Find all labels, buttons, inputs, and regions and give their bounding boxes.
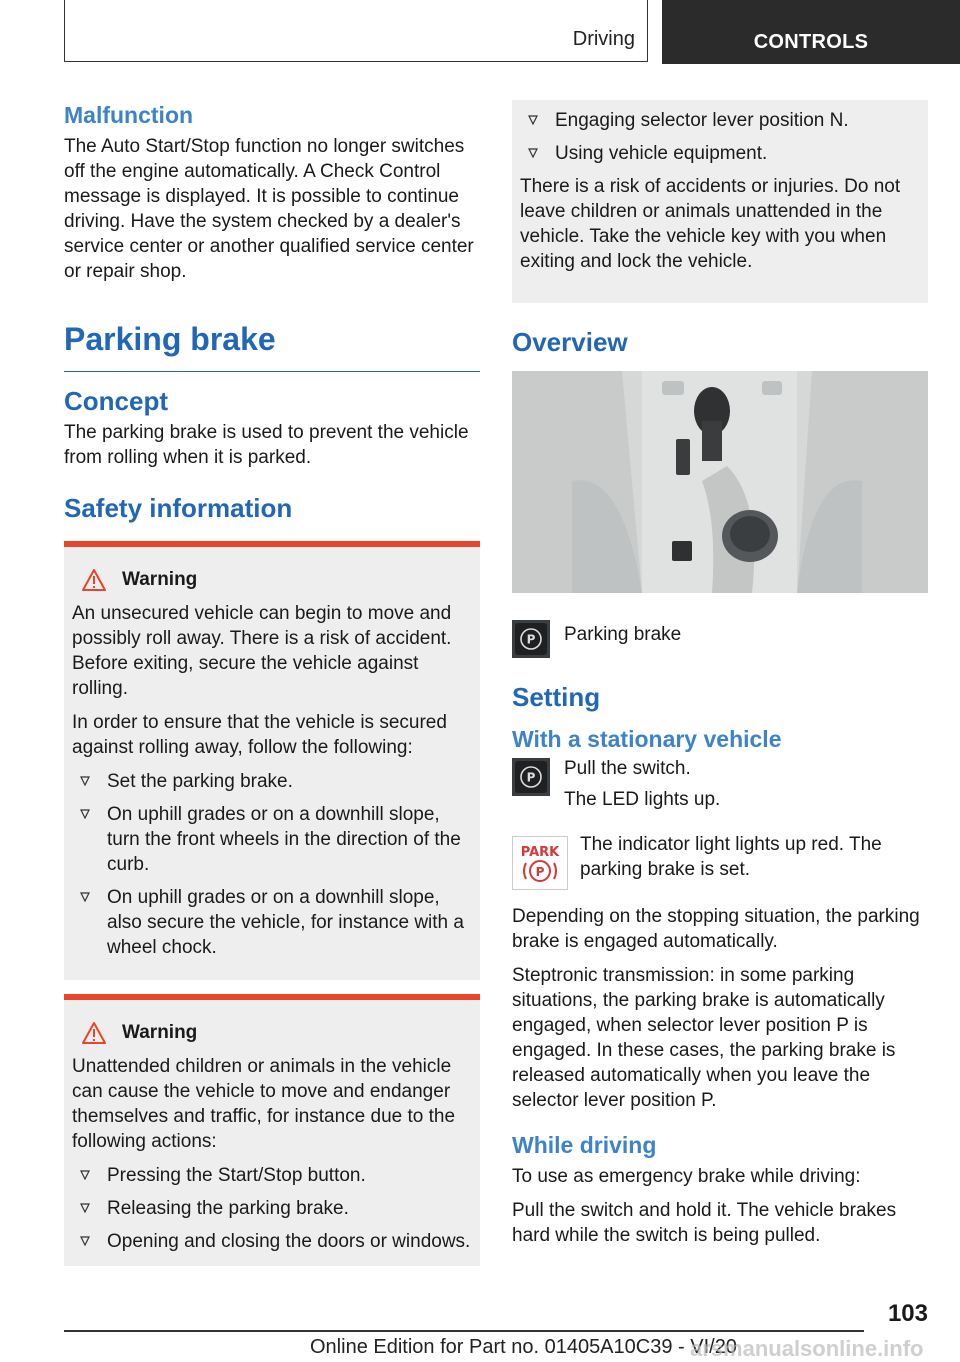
list-item: Using vehicle equipment. [520,141,920,166]
while-driving-heading: While driving [512,1132,657,1158]
driving-text: To use as emergency brake while driving: [512,1166,861,1187]
left-column [64,100,480,1266]
warning-text: An unsecured vehicle can begin to move and possibly roll away. There is a risk of accident. Before exiting, secure the vehicle against rolling. [72,603,452,699]
list-item: On uphill grades or on a downhill slope, turn the front wheels in the direction of the curb. [72,802,472,877]
warning-header [82,1022,472,1044]
warning-label: Warning [122,1022,198,1043]
stationary-heading: With a stationary vehicle [512,726,782,752]
triangle-bullet-icon [528,115,538,125]
svg-text:P: P [526,632,536,647]
center-console-photo [512,371,928,593]
parking-brake-heading: Parking brake [64,319,480,372]
list-item: Pressing the Start/Stop button. [72,1163,472,1188]
svg-text:P: P [535,865,545,879]
pull-switch-row [512,756,928,818]
watermark: arsmanualsonline.info [690,1336,924,1361]
warning-list [72,769,472,960]
footer-edition: Online Edition for Part no. 01405A10C39 - VI/20 [310,1336,737,1358]
header-section-title: Driving [572,28,635,50]
setting-text: Depending on the stopping situation, the parking brake is engaged automatically. [512,906,920,952]
list-item: Releasing the parking brake. [72,1196,472,1221]
warning-box-children [64,994,480,1266]
triangle-bullet-icon [80,1236,90,1246]
list-item: Set the parking brake. [72,769,472,794]
overview-heading: Overview [512,327,628,357]
warning-box-rolling [64,541,480,980]
step-text: The LED lights up. [564,789,721,810]
right-column [512,100,928,1257]
header-chapter-tab: CONTROLS [662,0,960,64]
warning-triangle-icon [82,569,106,591]
triangle-bullet-icon [528,148,538,158]
svg-text:P: P [526,770,536,785]
triangle-bullet-icon [80,809,90,819]
triangle-bullet-icon [80,1170,90,1180]
setting-heading: Setting [512,682,601,712]
parking-brake-switch-icon [512,758,550,796]
indicator-text: The indicator light lights up red. The parking brake is set. [580,834,882,880]
list-item: On uphill grades or on a downhill slope, also secure the vehicle, for instance with a wheel chock. [72,885,472,960]
triangle-bullet-icon [80,776,90,786]
header-frame [64,0,648,62]
page-number: 103 [887,1300,928,1327]
overview-caption-row [512,618,928,658]
warning-text: Unattended children or animals in the vehicle can cause the vehicle to move and endanger themselves and traffic, for instance due to the following actions: [72,1056,456,1152]
warning-text: There is a risk of accidents or injuries. Do not leave children or animals unattended in the vehicle. Take the vehicle key with you when exiting and lock the vehicle. [520,176,901,272]
parking-brake-switch-icon [512,620,550,658]
footer-divider [64,1330,864,1332]
setting-text: Steptronic transmission: in some parking situations, the parking brake is automatically engaged, when selector lever position P is engaged. In these cases, the parking brake is released automatically when you leave the selector lever position P. [512,965,896,1111]
triangle-bullet-icon [80,1203,90,1213]
warning-list [72,1163,472,1254]
step-text: Pull the switch. [564,758,691,779]
warning-label: Warning [122,569,198,590]
warning-header [82,569,472,591]
page-header [0,0,960,66]
warning-list [520,108,920,166]
concept-heading: Concept [64,386,168,416]
overview-caption: Parking brake [564,624,682,645]
list-item: Engaging selector lever position N. [520,108,920,133]
concept-text: The parking brake is used to prevent the vehicle from rolling when it is parked. [64,422,469,468]
warning-box-continued [512,100,928,303]
warning-triangle-icon [82,1022,106,1044]
safety-heading: Safety information [64,493,293,523]
malfunction-text: The Auto Start/Stop function no longer switches off the engine automatically. A Check Control message is displayed. It is possible to continue driving. Have the system checked by a dealer's service center or another qualified service center or repair shop. [64,136,474,282]
driving-text: Pull the switch and hold it. The vehicle brakes hard while the switch is being pulled. [512,1200,897,1246]
triangle-bullet-icon [80,892,90,902]
svg-text:PARK: PARK [520,845,560,860]
warning-text: In order to ensure that the vehicle is secured against rolling away, follow the following: [72,712,447,758]
list-item: Opening and closing the doors or windows. [72,1229,472,1254]
malfunction-heading: Malfunction [64,102,194,128]
indicator-row [512,832,928,890]
park-indicator-icon [512,836,568,890]
